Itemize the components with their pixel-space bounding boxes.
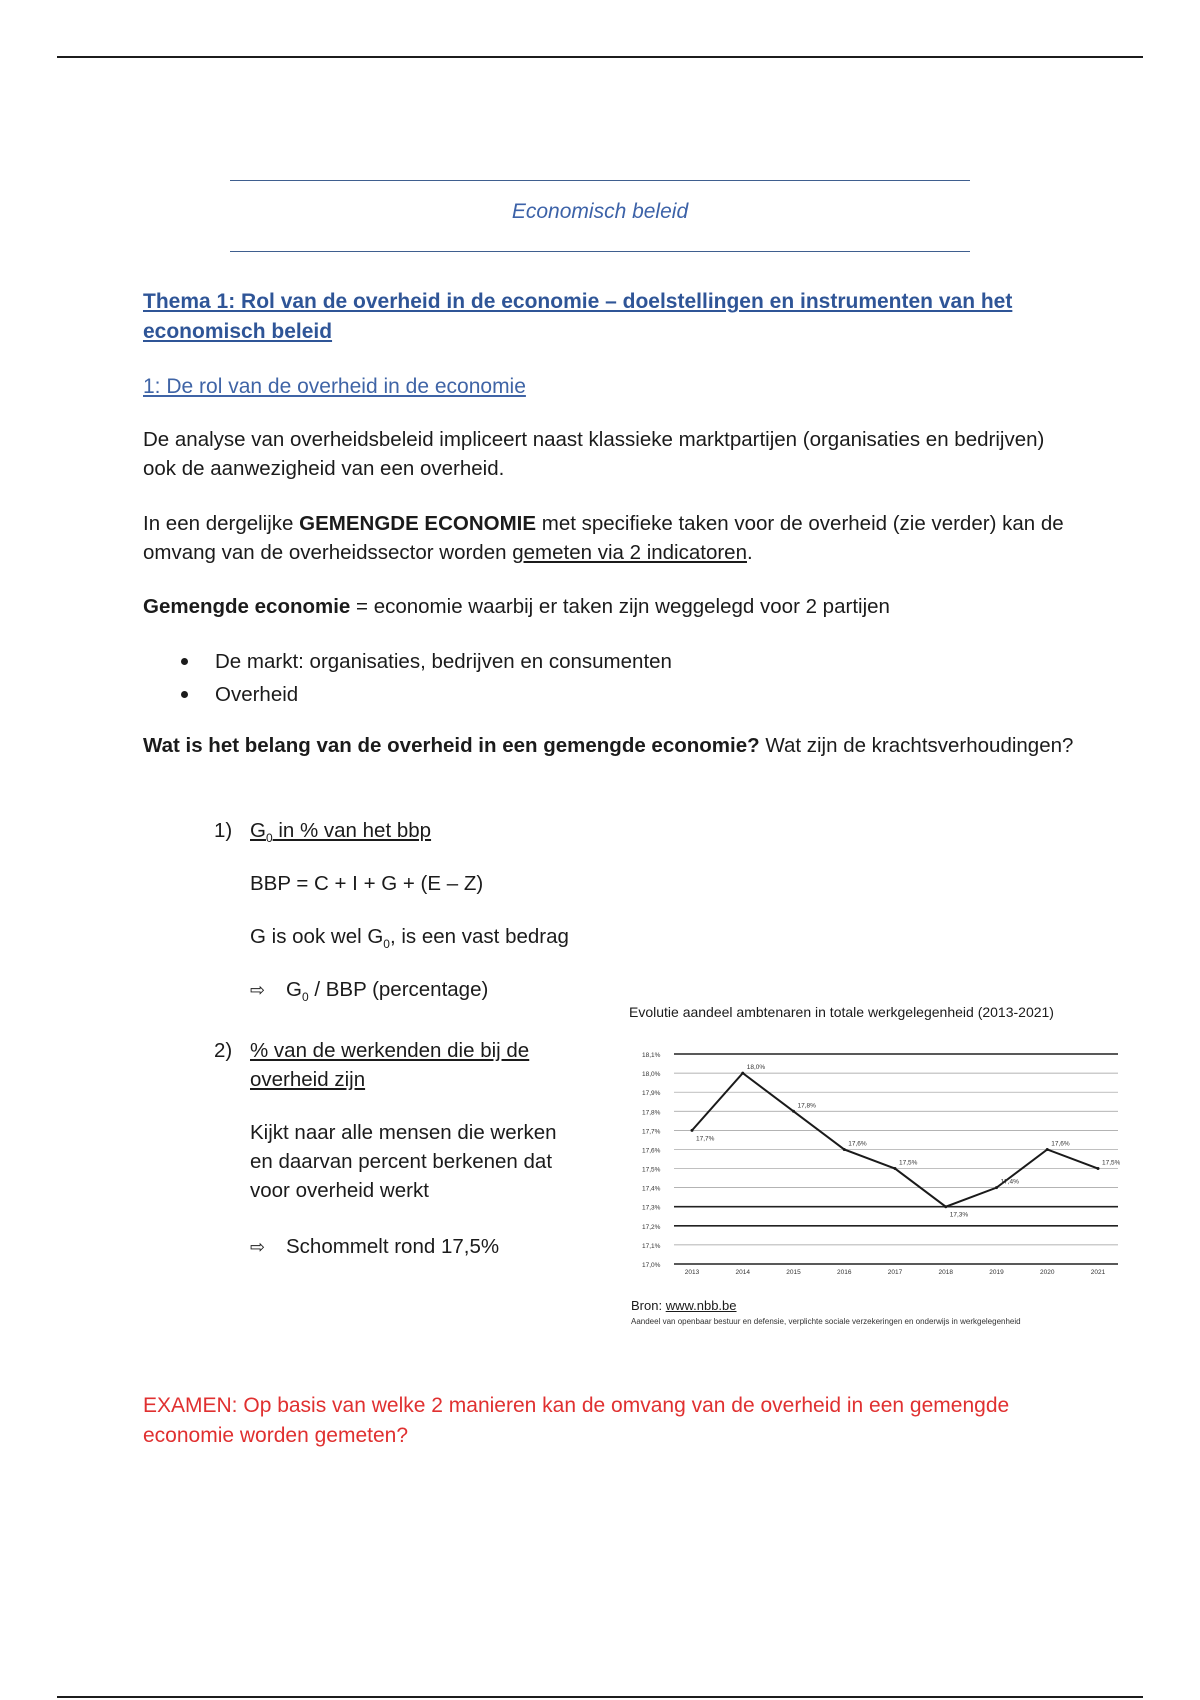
item2-desc-line2: en daarvan percent berkenen dat	[250, 1150, 553, 1173]
arrow-icon: ⇨	[250, 1237, 266, 1257]
data-point	[691, 1129, 694, 1132]
g-result-rest: / BBP (percentage)	[308, 978, 489, 1001]
y-tick-label: 18,0%	[642, 1071, 661, 1079]
y-tick-label: 17,5%	[642, 1166, 661, 1174]
data-point	[1046, 1148, 1049, 1151]
data-point	[792, 1110, 795, 1113]
data-label: 17,5%	[899, 1159, 918, 1167]
data-label: 17,6%	[1051, 1140, 1070, 1148]
para2-underline: gemeten via 2 indicatoren	[512, 541, 747, 564]
x-tick-label: 2015	[786, 1269, 801, 1276]
para2-end: .	[746, 541, 753, 564]
intro-paragraph: De analyse van overheidsbeleid impliceert naast klassieke marktpartijen (organisaties en bedrijven) ook de aanwezigheid van een overheid.	[143, 428, 1045, 480]
item2-desc-line1: Kijkt naar alle mensen die werken	[250, 1121, 557, 1144]
data-label: 17,8%	[797, 1102, 816, 1110]
parties-list	[143, 645, 672, 711]
data-point	[1097, 1167, 1100, 1170]
item2-result-text: Schommelt rond 17,5%	[286, 1235, 500, 1258]
y-tick-label: 17,3%	[642, 1204, 661, 1212]
item2-label-line1: % van de werkenden die bij de	[250, 1039, 530, 1062]
item2-desc-line3: voor overheid werkt	[250, 1179, 429, 1202]
x-tick-label: 2014	[735, 1269, 750, 1276]
y-tick-label: 17,8%	[642, 1109, 661, 1117]
y-tick-label: 18,1%	[642, 1052, 661, 1059]
definition-term: Gemengde economie	[143, 595, 351, 618]
g-note	[250, 922, 569, 959]
bbp-formula: BBP = C + I + G + (E – Z)	[250, 872, 484, 895]
chart-svg	[620, 1034, 1120, 1324]
y-tick-label: 17,6%	[642, 1147, 661, 1155]
data-label: 17,7%	[696, 1135, 715, 1143]
list-item: De markt: organisaties, bedrijven en consumenten	[143, 645, 672, 678]
question-bold: Wat is het belang van de overheid in een gemengde economie?	[143, 734, 760, 757]
definition	[143, 592, 1083, 621]
mixed-economy-paragraph	[143, 509, 1083, 567]
x-tick-label: 2021	[1090, 1269, 1106, 1276]
chart-source	[631, 1298, 737, 1313]
y-tick-label: 17,7%	[642, 1128, 661, 1136]
item1-number: 1)	[214, 819, 233, 842]
list-item: Overheid	[143, 678, 672, 711]
g-note-sub: 0	[383, 937, 390, 952]
g-note-pre: G is ook wel G	[250, 925, 384, 948]
data-point	[995, 1186, 998, 1189]
para2-bold: GEMENGDE ECONOMIE	[299, 512, 537, 535]
document-title: Economisch beleid	[511, 200, 689, 223]
y-tick-label: 17,1%	[642, 1242, 661, 1250]
item1-label-rest: in % van het bbp	[272, 819, 432, 842]
page-top-rule	[57, 56, 1143, 58]
x-tick-label: 2018	[938, 1269, 953, 1276]
definition-text: = economie waarbij er taken zijn weggelegd voor 2 partijen	[350, 595, 890, 618]
title-bottom-rule	[230, 251, 970, 252]
page-bottom-rule	[57, 1696, 1143, 1698]
data-label: 17,6%	[848, 1140, 867, 1148]
chart-source-note: Aandeel van openbaar bestuur en defensie, verplichte sociale verzekeringen en onderwijs in werkgelegenheid	[631, 1317, 1021, 1326]
data-point	[741, 1072, 744, 1075]
x-tick-label: 2013	[684, 1269, 700, 1276]
question-paragraph	[143, 731, 1083, 760]
data-point	[944, 1205, 947, 1208]
question-text: Wat zijn de krachtsverhoudingen?	[759, 734, 1074, 757]
data-point	[894, 1167, 897, 1170]
x-tick-label: 2016	[837, 1269, 852, 1276]
item1-label	[250, 816, 431, 853]
item2-result	[250, 1232, 499, 1262]
data-label: 17,4%	[1000, 1178, 1019, 1186]
x-tick-label: 2020	[1040, 1269, 1055, 1276]
title-top-rule	[230, 180, 970, 181]
y-tick-label: 17,0%	[642, 1262, 661, 1269]
data-label: 17,5%	[1102, 1159, 1120, 1167]
item2-label-line2: overheid zijn	[250, 1068, 366, 1091]
g-result-sub: 0	[301, 990, 309, 1005]
data-label: 18,0%	[746, 1064, 766, 1072]
item1-label-sub: 0	[265, 831, 273, 846]
y-tick-label: 17,4%	[642, 1185, 661, 1193]
g-result-g: G	[286, 978, 302, 1001]
arrow-icon: ⇨	[250, 980, 266, 1000]
y-tick-label: 17,9%	[642, 1090, 661, 1098]
y-tick-label: 17,2%	[642, 1223, 661, 1231]
data-label: 17,3%	[949, 1211, 969, 1219]
g-result	[250, 975, 488, 1012]
theme-heading: Thema 1: Rol van de overheid in de economie – doelstellingen en instrumenten van het economisch beleid	[143, 290, 1013, 343]
source-link[interactable]: www.nbb.be	[665, 1298, 737, 1313]
employment-chart	[620, 1004, 1120, 1334]
section-heading: 1: De rol van de overheid in de economie	[143, 375, 526, 398]
para2-pre: In een dergelijke	[143, 512, 300, 535]
item1-label-g: G	[250, 819, 266, 842]
g-note-post: , is een vast bedrag	[389, 925, 569, 948]
data-point	[843, 1148, 846, 1151]
chart-title: Evolutie aandeel ambtenaren in totale werkgelegenheid (2013-2021)	[629, 1004, 1054, 1020]
series-line	[692, 1073, 1098, 1207]
exam-question: EXAMEN: Op basis van welke 2 manieren kan de omvang van de overheid in een gemengde economie worden gemeten?	[143, 1394, 1010, 1447]
x-tick-label: 2017	[887, 1269, 903, 1276]
para2-mid: met specifieke taken voor de overheid (zie verder) kan de omvang van de overheidssector worden	[143, 512, 1064, 564]
source-label: Bron:	[631, 1298, 666, 1313]
item2-number: 2)	[214, 1039, 233, 1062]
x-tick-label: 2019	[989, 1269, 1004, 1276]
